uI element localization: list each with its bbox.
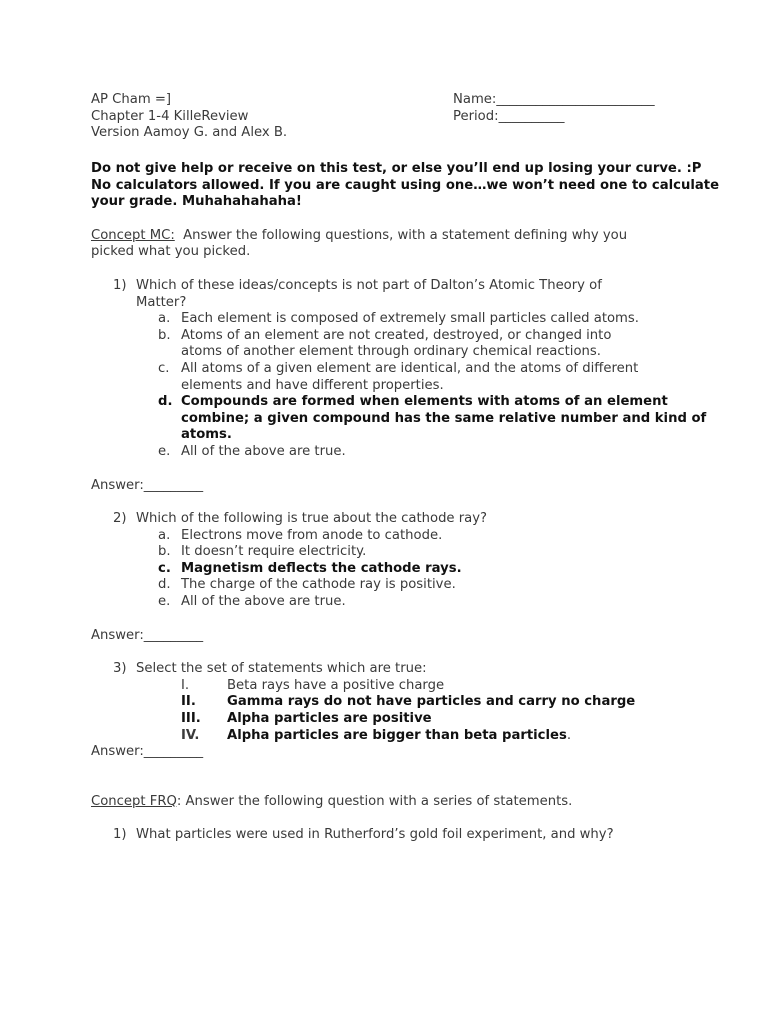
option-text: It doesn’t require electricity. [181, 544, 367, 560]
option-text: Atoms of an element are not created, destroyed, or changed into [181, 327, 612, 343]
question-3 [91, 661, 691, 744]
question-2 [91, 511, 691, 611]
option-text: atoms. [181, 427, 232, 443]
option-text: Electrons move from anode to cathode. [181, 527, 443, 543]
name-field: Name:________________________ [453, 92, 655, 107]
warning-line: Do not give help or receive on this test, or else you’ll end up losing your curve. :P [91, 161, 702, 176]
period-field: Period:__________ [453, 108, 565, 124]
warning-line: No calculators allowed. If you are caught using one…we won’t need one to calculate [91, 177, 720, 193]
option-text: All atoms of a given element are identical, and the atoms of different [181, 360, 639, 376]
question-text: Which of these ideas/concepts is not part of Dalton’s Atomic Theory of [136, 277, 602, 293]
option-text: Each element is composed of extremely small particles called atoms. [181, 311, 639, 327]
frq-section-label: Concept FRQ [91, 793, 177, 809]
statement-text: Alpha particles are bigger than beta particles [227, 727, 567, 743]
statement-text: Alpha particles are positive [227, 711, 432, 727]
option-d: d. Compounds are formed when elements with atoms of an element combine; a given compound has the same relative number and kind of atoms. [158, 394, 707, 443]
question-number: 1) [113, 827, 127, 843]
option-text: All of the above are true. [181, 443, 346, 459]
answer-blank: Answer:_________ [91, 477, 204, 493]
option-c: c. All atoms of a given element are identical, and the atoms of different elements and have different properties. [91, 361, 691, 394]
header-right [453, 92, 655, 125]
option-text: combine; a given compound has the same relative number and kind of [181, 410, 707, 426]
header [91, 92, 691, 144]
option-c: c. Magnetism deflects the cathode rays. [91, 561, 691, 578]
mc-section-label: Concept MC: [91, 227, 175, 243]
frq-instruction: : Answer the following question with a series of statements. [176, 793, 573, 809]
course-title: AP Cham =] [91, 92, 172, 107]
statement-3: III. Alpha particles are positive [181, 711, 432, 727]
question-text: What particles were used in Rutherford’s gold foil experiment, and why? [136, 827, 614, 843]
statement-text: Beta rays have a positive charge [227, 677, 445, 693]
question-number: 1) [113, 277, 127, 293]
statement-1: I. Beta rays have a positive charge [181, 677, 445, 693]
option-text: The charge of the cathode ray is positive. [181, 577, 456, 593]
question-text: Which of the following is true about the cathode ray? [136, 511, 488, 527]
option-b: b. Atoms of an element are not created, destroyed, or changed into atoms of another element through ordinary chemical reactions. [91, 328, 691, 361]
mc-instruction: picked what you picked. [91, 244, 251, 260]
option-e: e. All of the above are true. [91, 594, 691, 611]
warning-text [91, 161, 720, 211]
question-1 [91, 277, 707, 461]
option-a: a. Electrons move from anode to cathode. [91, 528, 691, 545]
question-text: Select the set of statements which are true: [136, 661, 427, 677]
option-b: b. It doesn’t require electricity. [91, 544, 691, 561]
question-text: Matter? [136, 294, 187, 310]
question-number: 2) [113, 511, 127, 527]
chapter-title: Chapter 1-4 KilleReview [91, 108, 249, 124]
frq-question-1 [91, 827, 691, 844]
option-text: elements and have different properties. [181, 377, 444, 393]
statement-text: Gamma rays do not have particles and carry no charge [227, 694, 636, 710]
statement-4: IV. Alpha particles are bigger than beta particles. [181, 727, 572, 743]
version-authors: Version Aamoy G. and Alex B. [91, 125, 288, 141]
option-e: e. All of the above are true. [91, 444, 691, 461]
statement-2: II. Gamma rays do not have particles and carry no charge [181, 694, 636, 710]
answer-blank: Answer:_________ [91, 627, 204, 643]
option-d: d. The charge of the cathode ray is positive. [91, 577, 691, 594]
option-text: All of the above are true. [181, 594, 346, 610]
option-text: Compounds are formed when elements with atoms of an element [181, 394, 668, 410]
frq-instructions [91, 794, 691, 811]
warning-line: your grade. Muhahahahaha! [91, 194, 302, 210]
mc-instruction: Answer the following questions, with a statement defining why you [174, 227, 628, 243]
question-number: 3) [113, 661, 127, 677]
option-text: atoms of another element through ordinary chemical reactions. [181, 344, 601, 360]
header-left [91, 92, 287, 142]
statement-suffix: . [566, 727, 572, 743]
answer-blank: Answer:_________ [91, 744, 204, 760]
mc-instructions [91, 228, 691, 261]
option-text: Magnetism deflects the cathode rays. [181, 560, 462, 576]
test-page [91, 92, 720, 844]
option-a: a. Each element is composed of extremely small particles called atoms. [91, 311, 691, 328]
